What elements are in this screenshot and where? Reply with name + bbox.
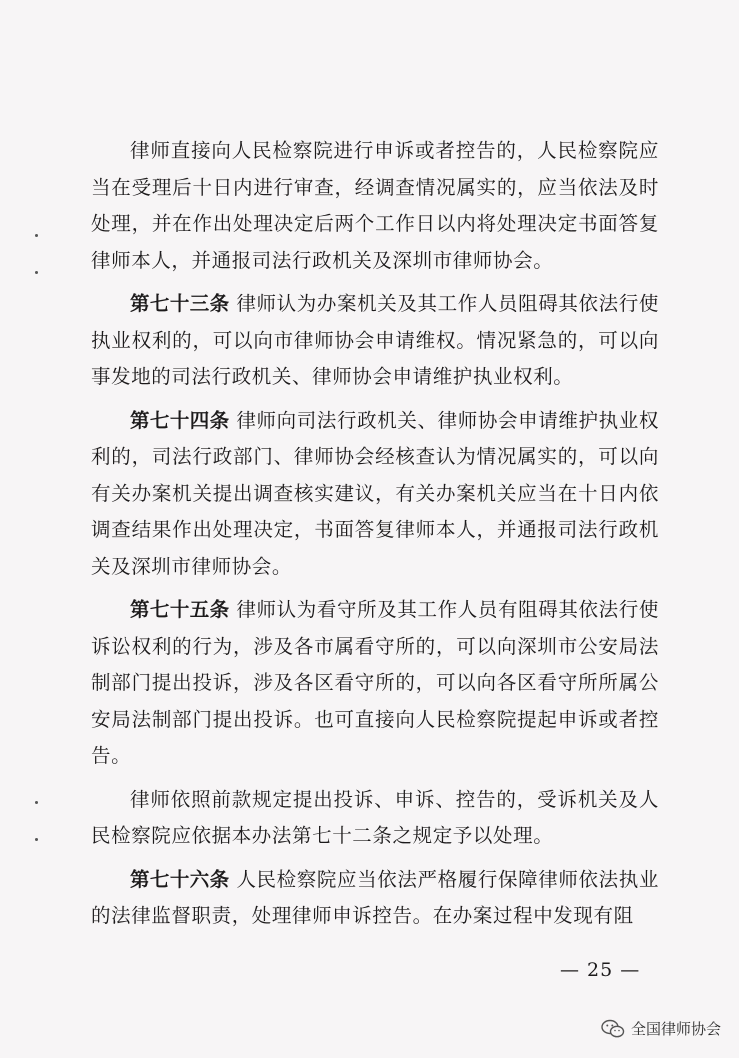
margin-mark (35, 838, 38, 841)
paragraph (91, 403, 659, 586)
margin-mark (35, 801, 38, 804)
paragraph-text: 律师认为办案机关及其工作人员阻碍其依法行使执业权利的，可以向市律师协会申请维权。情况紧急的，可以向事发地的司法行政机关、律师协会申请维护执业权利。 (91, 292, 659, 388)
paragraph (91, 133, 659, 279)
article-number: 第七十三条 (130, 292, 230, 315)
document-body (91, 133, 659, 942)
page-number: — 25 — (560, 959, 641, 981)
paragraph (91, 782, 659, 855)
margin-mark (35, 234, 38, 237)
article-number: 第七十六条 (130, 867, 230, 891)
paragraph-text: 人民检察院应当依法严格履行保障律师依法执业的法律监督职责，处理律师申诉控告。在办案过程中发现有阻 (91, 867, 659, 927)
paragraph (91, 286, 659, 396)
paragraph-text: 律师依照前款规定提出投诉、申诉、控告的，受诉机关及人民检察院应依据本办法第七十二条之规定予以处理。 (91, 787, 659, 847)
source-watermark (601, 1018, 721, 1039)
paragraph (91, 592, 659, 775)
wechat-icon (601, 1019, 625, 1039)
article-number: 第七十四条 (130, 408, 230, 432)
paragraph (91, 862, 659, 935)
paragraph-text: 律师直接向人民检察院进行申诉或者控告的，人民检察院应当在受理后十日内进行审查，经调查情况属实的，应当依法及时处理，并在作出处理决定后两个工作日以内将处理决定书面答复律师本人，并通报司法行政机关及深圳市律师协会。 (91, 139, 659, 272)
margin-mark (35, 271, 38, 274)
paragraph-text: 律师认为看守所及其工作人员有阻碍其依法行使诉讼权利的行为，涉及各市属看守所的，可以向深圳市公安局法制部门提出投诉，涉及各区看守所的，可以向各区看守所所属公安局法制部门提出投诉。也可直接向人民检察院提起申诉或者控告。 (91, 598, 659, 767)
article-number: 第七十五条 (130, 598, 230, 621)
watermark-text: 全国律师协会 (630, 1020, 721, 1038)
paragraph-text: 律师向司法行政机关、律师协会申请维护执业权利的，司法行政部门、律师协会经核查认为情况属实的，可以向有关办案机关提出调查核实建议，有关办案机关应当在十日内依调查结果作出处理决定，书面答复律师本人，并通报司法行政机关及深圳市律师协会。 (91, 408, 659, 578)
